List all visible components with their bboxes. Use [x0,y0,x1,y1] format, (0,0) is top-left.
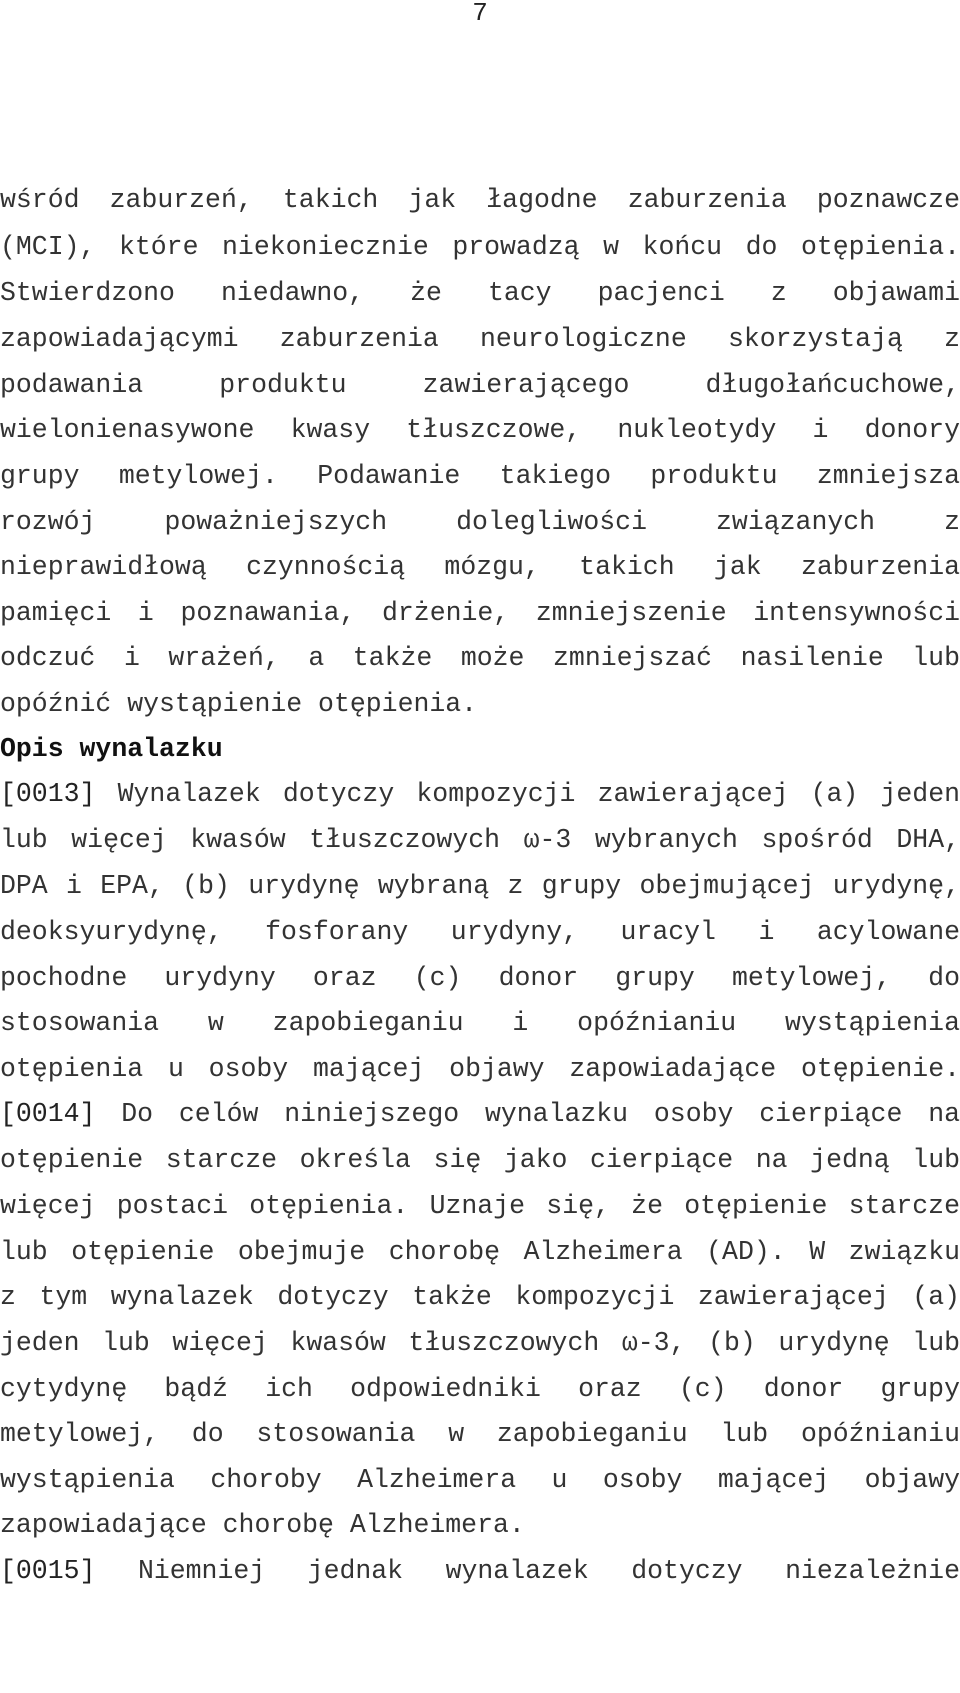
text-line: otępienie starcze określa się jako cierpiące na jedną lub [0,1145,960,1175]
text-line: jeden lub więcej kwasów tłuszczowych ω-3, (b) urydynę lub [0,1328,960,1358]
paragraph-text: Niemniej jednak wynalazek dotyczy niezależnie [137,1556,960,1586]
text-line: odczuć i wrażeń, a także może zmniejszać nasilenie lub [0,643,960,673]
paragraph-number: [0015] [0,1556,96,1586]
text-line: grupy metylowej. Podawanie takiego produktu zmniejsza [0,461,960,491]
text-line: cytydynę bądź ich odpowiedniki oraz (c) donor grupy [0,1374,960,1404]
paragraph-line [0,779,960,809]
text-line: otępienia u osoby mającej objawy zapowiadające otępienie. [0,1054,960,1084]
text-line: lub otępienie obejmuje chorobę Alzheimera (AD). W związku [0,1237,960,1267]
text-line: lub więcej kwasów tłuszczowych ω-3 wybranych spośród DHA, [0,825,960,855]
text-line: zapowiadające chorobę Alzheimera. [0,1510,525,1540]
text-line: (MCI), które niekoniecznie prowadzą w końcu do otępienia. [0,232,960,262]
text-line: podawania produktu zawierającego długołańcuchowe, [0,370,960,400]
text-line: wystąpienia choroby Alzheimera u osoby mającej objawy [0,1465,960,1495]
section-heading: Opis wynalazku [0,734,223,764]
text-line: Stwierdzono niedawno, że tacy pacjenci z objawami [0,278,960,308]
paragraph-number: [0013] [0,779,96,809]
paragraph-number: [0014] [0,1099,96,1129]
paragraph-line [0,1099,960,1129]
text-line: zapowiadającymi zaburzenia neurologiczne skorzystają z [0,324,960,354]
text-line: wśród zaburzeń, takich jak łagodne zaburzenia poznawcze [0,185,960,215]
paragraph-text: Wynalazek dotyczy kompozycji zawierającej (a) jeden [117,779,960,809]
paragraph-text: Do celów niniejszego wynalazku osoby cierpiące na [121,1099,960,1129]
text-line: deoksyurydynę, fosforany urydyny, uracyl i acylowane [0,917,960,947]
text-line: więcej postaci otępienia. Uznaje się, że otępienie starcze [0,1191,960,1221]
text-line: pochodne urydyny oraz (c) donor grupy metylowej, do [0,963,960,993]
text-line: stosowania w zapobieganiu i opóźnianiu wystąpienia [0,1008,960,1038]
text-line: DPA i EPA, (b) urydynę wybraną z grupy obejmującej urydynę, [0,871,960,901]
text-line: z tym wynalazek dotyczy także kompozycji zawierającej (a) [0,1282,960,1312]
text-line: pamięci i poznawania, drżenie, zmniejszenie intensywności [0,598,960,628]
text-line: metylowej, do stosowania w zapobieganiu lub opóźnianiu [0,1419,960,1449]
paragraph-line [0,1556,960,1586]
text-line: rozwój poważniejszych dolegliwości związanych z [0,507,960,537]
text-line: opóźnić wystąpienie otępienia. [0,689,478,719]
text-line: nieprawidłową czynnością mózgu, takich jak zaburzenia [0,552,960,582]
page-number: 7 [472,0,488,28]
text-line: wielonienasywone kwasy tłuszczowe, nukleotydy i donory [0,415,960,445]
